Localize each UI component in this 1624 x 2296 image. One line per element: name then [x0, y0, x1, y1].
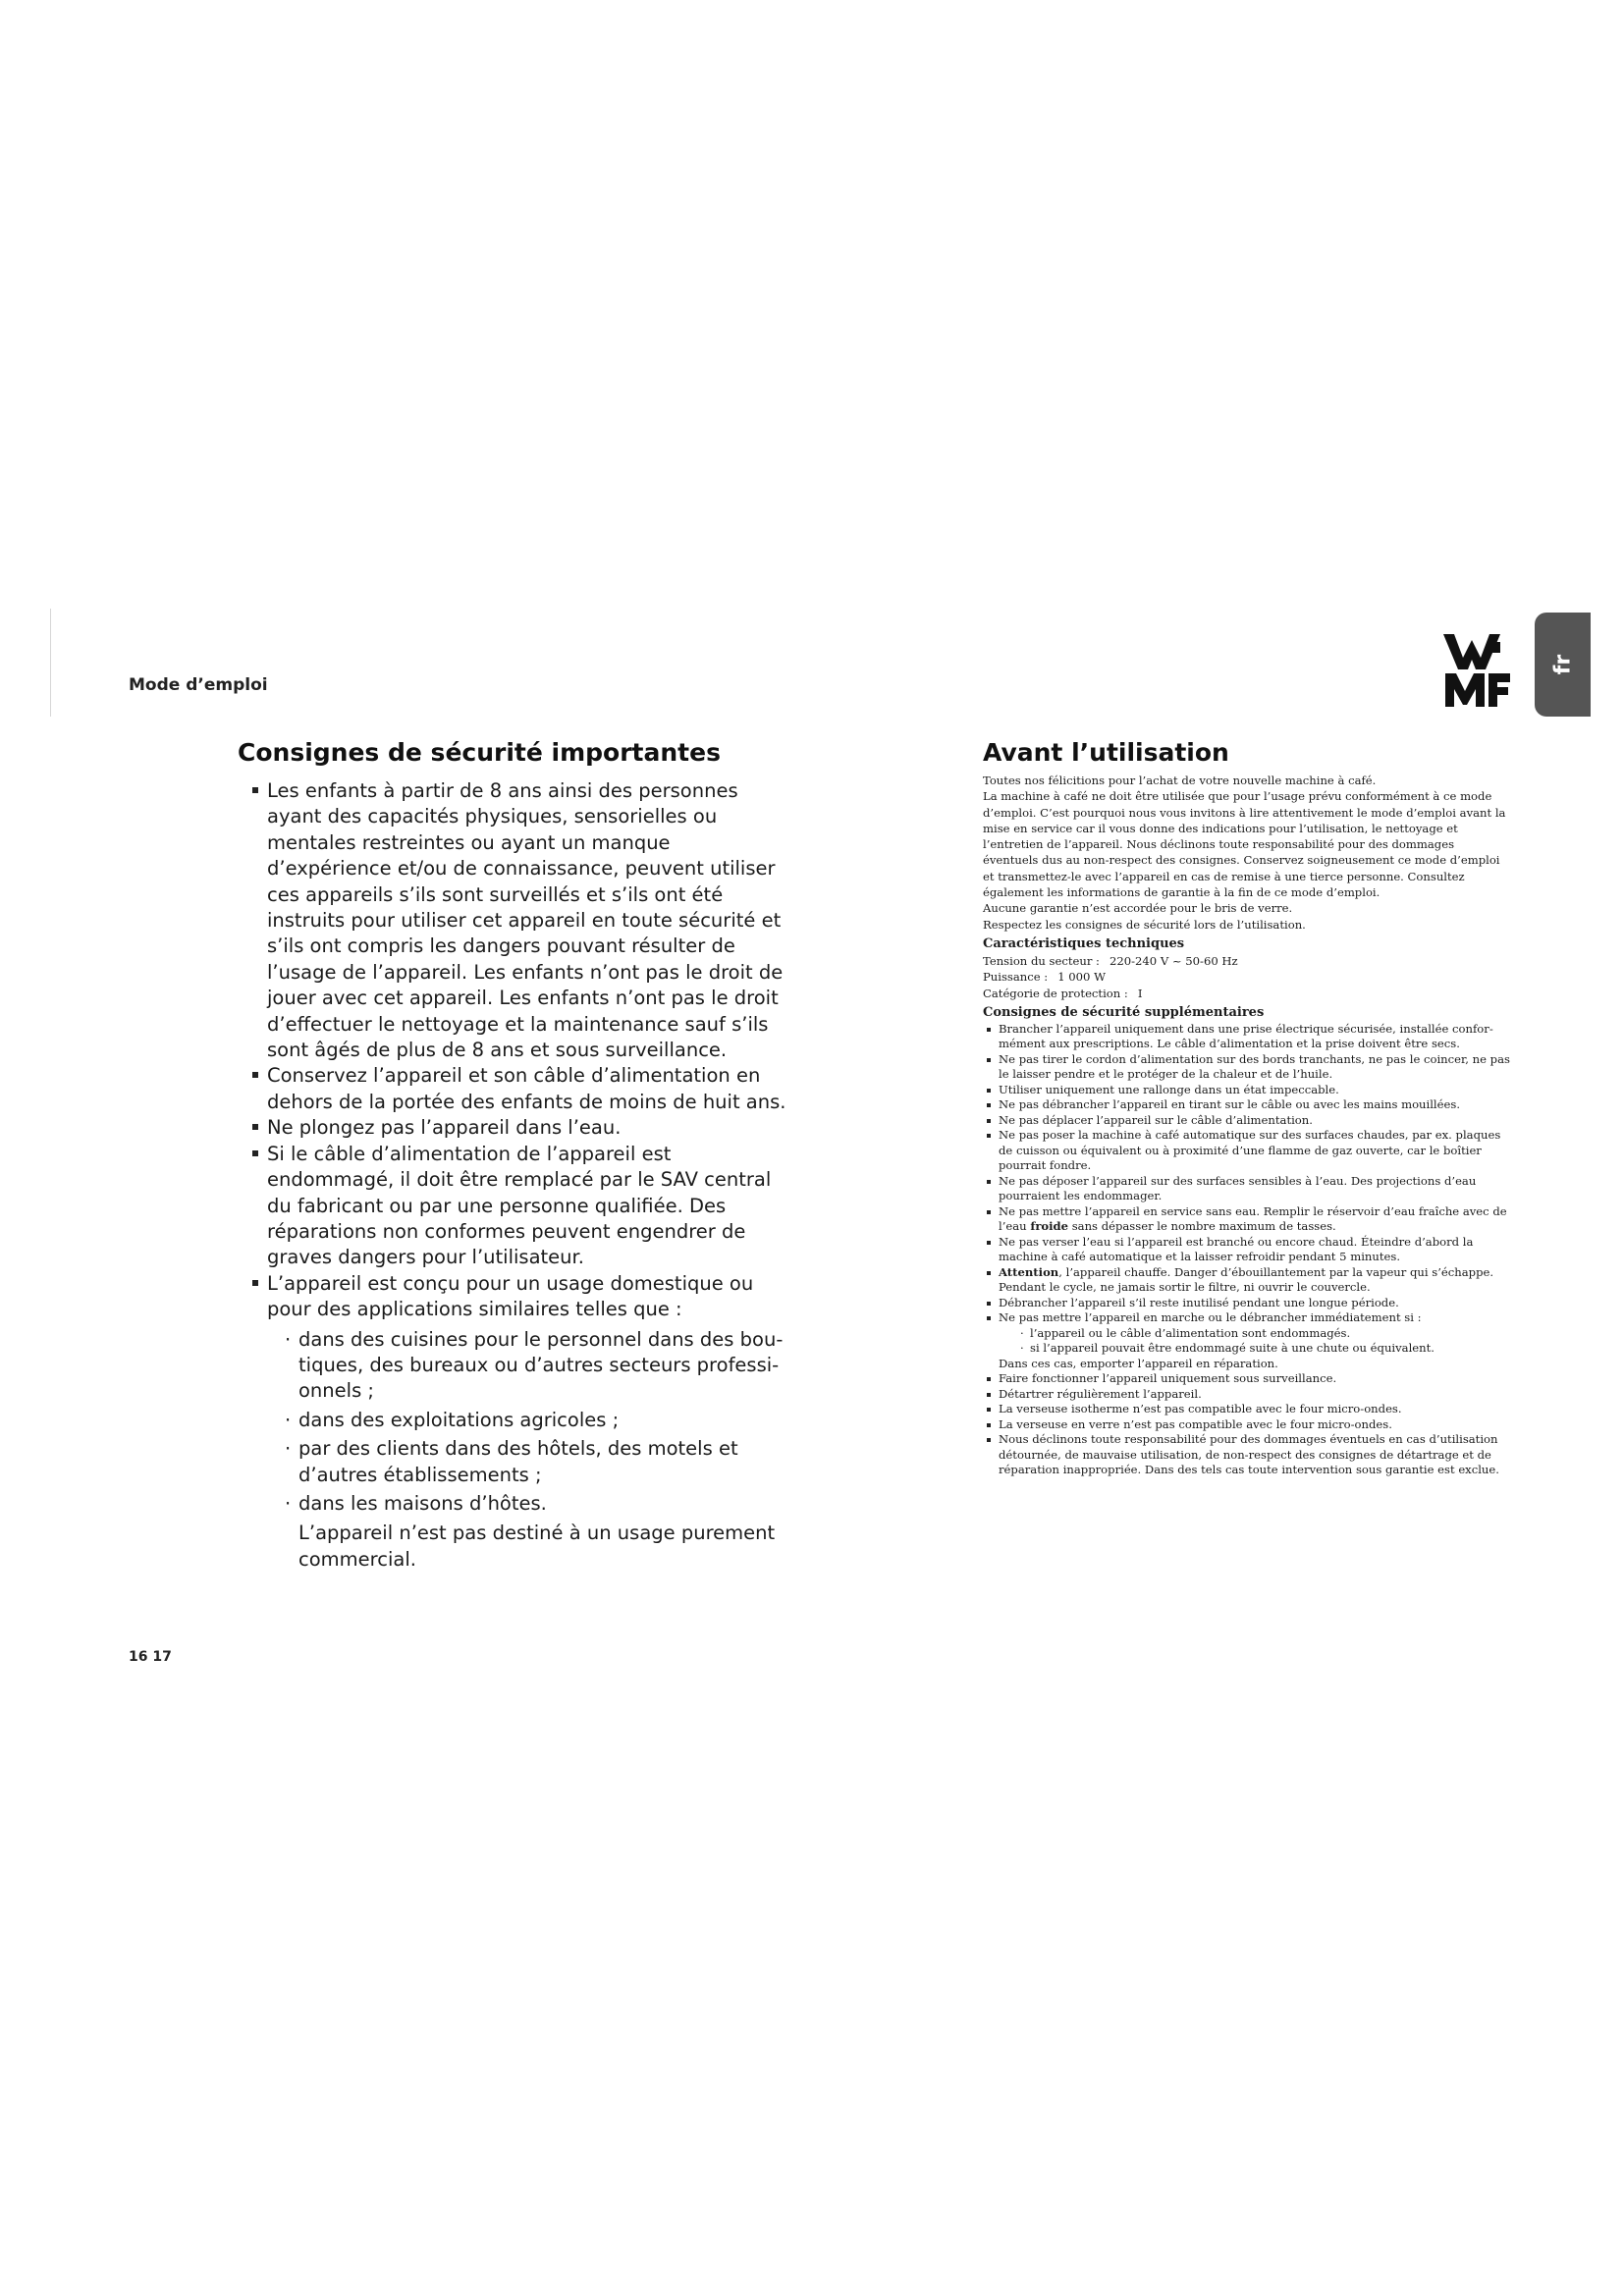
usage-sub-item: · par des clients dans des hôtels, des motels et d’autres établissements ;: [285, 1436, 787, 1488]
rule-sub-item: · si l’appareil pouvait être endommagé suite à une chute ou équivalent.: [1020, 1341, 1513, 1357]
header-label: Mode d’emploi: [129, 675, 268, 695]
rule-text: sans dépasser le nombre maximum de tasses.: [1068, 1219, 1336, 1234]
language-tab[interactable]: [1535, 613, 1591, 717]
tech-value: 220-240 V ~ 50-60 Hz: [1109, 953, 1238, 968]
rule-emphasis: Attention: [999, 1264, 1059, 1279]
rule-sub-item: · l’appareil ou le câble d’alimentation sont endommagés.: [1020, 1326, 1513, 1342]
safety-extra-heading: Consignes de sécurité supplémentaires: [983, 1004, 1265, 1020]
tech-value: 1 000 W: [1057, 970, 1106, 985]
rule-item: Faire fonctionner l’appareil uniquement sous surveillance.: [983, 1371, 1513, 1387]
safety-column: [238, 738, 787, 1573]
usage-sub-item: · dans les maisons d’hôtes.: [285, 1491, 787, 1517]
rule-text: Ne pas mettre l’appareil en service sans eau. Remplir le réservoir d’eau fraîche avec de l’eau: [999, 1203, 1507, 1234]
tech-label: Puissance :: [983, 970, 1049, 985]
intro-line: Toutes nos félicitions pour l’achat de votre nouvelle machine à café.: [983, 774, 1377, 787]
usage-sub-item: · dans des cuisines pour le personnel dans des boutiques, des bureaux ou d’autres secteurs professionnels ;: [285, 1327, 787, 1405]
rule-item: [983, 1265, 1513, 1296]
rule-item: Débrancher l’appareil s’il reste inutilisé pendant une longue période.: [983, 1296, 1513, 1311]
safety-item-text: L’appareil est conçu pour un usage domestique ou pour des applications similaires telles que :: [267, 1271, 754, 1321]
rule-item: [983, 1204, 1513, 1235]
before-use-title: Avant l’utilisation: [983, 738, 1229, 767]
tech-label: Catégorie de protection :: [983, 986, 1128, 1000]
rule-note: Dans ces cas, emporter l’appareil en réparation.: [999, 1356, 1278, 1370]
usage-sub-item: · dans des exploitations agricoles ;: [285, 1408, 787, 1433]
tech-label: Tension du secteur :: [983, 953, 1100, 968]
tech-heading: Caractéristiques techniques: [983, 935, 1185, 951]
safety-item: Ne plongez pas l’appareil dans l’eau.: [252, 1115, 787, 1141]
page-number: 16 17: [129, 1649, 172, 1665]
tech-value: I: [1137, 986, 1143, 1000]
rule-item: La verseuse isotherme n’est pas compatible avec le four micro-ondes.: [983, 1402, 1513, 1417]
rule-text: , l’appareil chauffe. Danger d’ébouillantement par la vapeur qui s’échappe. Pendant le cycle, ne jamais sortir le filtre, ni ouvrir le couvercle.: [999, 1264, 1494, 1295]
tech-row: [983, 953, 1513, 969]
tech-specs: [983, 953, 1513, 1001]
rule-text: Ne pas mettre l’appareil en marche ou le débrancher immédiatement si :: [999, 1310, 1422, 1325]
intro-line: Respectez les consignes de sécurité lors de l’utilisation.: [983, 917, 1306, 932]
before-use-column: [983, 738, 1513, 1478]
page-divider: [50, 609, 51, 717]
rule-item: La verseuse en verre n’est pas compatible avec le four micro-ondes.: [983, 1417, 1513, 1433]
rule-item: Ne pas tirer le cordon d’alimentation sur des bords tranchants, ne pas le coincer, ne pas le laisser pendre et le protéger de la chaleur et de l’huile.: [983, 1052, 1513, 1083]
language-tab-label: fr: [1550, 654, 1575, 675]
rule-item: Ne pas déplacer l’appareil sur le câble d’alimentation.: [983, 1113, 1513, 1129]
rule-item: Ne pas poser la machine à café automatique sur des surfaces chaudes, par ex. plaques de cuisson ou équivalent ou à proximité d’une flamme de gaz ouverte, car le boîtier pourrait fondre.: [983, 1128, 1513, 1174]
usage-closing-note: L’appareil n’est pas destiné à un usage purement commercial.: [298, 1522, 776, 1571]
rule-item: Utiliser uniquement une rallonge dans un état impeccable.: [983, 1083, 1513, 1098]
intro-line: Aucune garantie n’est accordée pour le bris de verre.: [983, 901, 1293, 916]
tech-row: [983, 986, 1513, 1001]
safety-extra-list: [983, 1022, 1513, 1478]
wmf-logo: [1443, 634, 1512, 707]
safety-item: Conservez l’appareil et son câble d’alimentation en dehors de la portée des enfants de moins de huit ans.: [252, 1063, 787, 1115]
rule-sub-list: [999, 1326, 1513, 1357]
rule-item: Ne pas verser l’eau si l’appareil est branché ou encore chaud. Éteindre d’abord la machine à café automatique et la laisser refroidir pendant 5 minutes.: [983, 1235, 1513, 1265]
safety-list: [238, 778, 787, 1573]
safety-item: Les enfants à partir de 8 ans ainsi des personnes ayant des capacités physiques, sensorielles ou mentales restreintes ou ayant un manque d’expérience et/ou de connaissance, peuvent utiliser ces appareils s’ils sont surveillés et s’ils ont été instruits pour utiliser cet appareil en toute sécurité et s’ils ont compris les dangers pouvant résulter de l’usage de l’appareil. Les enfants n’ont pas le droit de jouer avec cet appareil. Les enfants n’ont pas le droit d’effectuer le nettoyage et la maintenance sauf s’ils sont âgés de plus de 8 ans et sous surveillance.: [252, 778, 787, 1063]
intro-paragraph: La machine à café ne doit être utilisée que pour l’usage prévu conformément à ce mode d’emploi. C’est pourquoi nous vous invitons à lire attentivement le mode d’emploi avant la mise en service car il vous donne des indications pour l’utilisation, le nettoyage et l’entretien de l’appareil. Nous déclinons toute responsabilité pour des dommages éventuels dus au non-respect des consignes. Conservez soigneusement ce mode d’emploi et transmettez-le avec l’appareil en cas de remise à une tierce personne. Consultez également les informations de garantie à la fin de ce mode d’emploi.: [983, 789, 1506, 900]
tech-row: [983, 969, 1513, 985]
rule-item: Ne pas déposer l’appareil sur des surfaces sensibles à l’eau. Des projections d’eau pourraient les endommager.: [983, 1174, 1513, 1204]
rule-item: Brancher l’appareil uniquement dans une prise électrique sécurisée, installée conformément aux prescriptions. Le câble d’alimentation et la prise doivent être secs.: [983, 1022, 1513, 1052]
safety-title: Consignes de sécurité importantes: [238, 738, 721, 767]
rule-item: Détartrer régulièrement l’appareil.: [983, 1387, 1513, 1403]
rule-item: Ne pas débrancher l’appareil en tirant sur le câble ou avec les mains mouillées.: [983, 1097, 1513, 1113]
rule-item: Nous déclinons toute responsabilité pour des dommages éventuels en cas d’utilisation détournée, de mauvaise utilisation, de non-respect des consignes de détartrage et de réparation inappropriée. Dans des tels cas toute intervention sous garantie est exclue.: [983, 1432, 1513, 1478]
rule-emphasis: froide: [1030, 1219, 1069, 1234]
usage-sub-list: [267, 1327, 787, 1518]
safety-item-usage: [252, 1271, 787, 1573]
safety-item: Si le câble d’alimentation de l’appareil est endommagé, il doit être remplacé par le SAV central du fabricant ou par une personne qualifiée. Des réparations non conformes peuvent engendrer de graves dangers pour l’utilisateur.: [252, 1142, 787, 1271]
rule-item: [983, 1310, 1513, 1371]
